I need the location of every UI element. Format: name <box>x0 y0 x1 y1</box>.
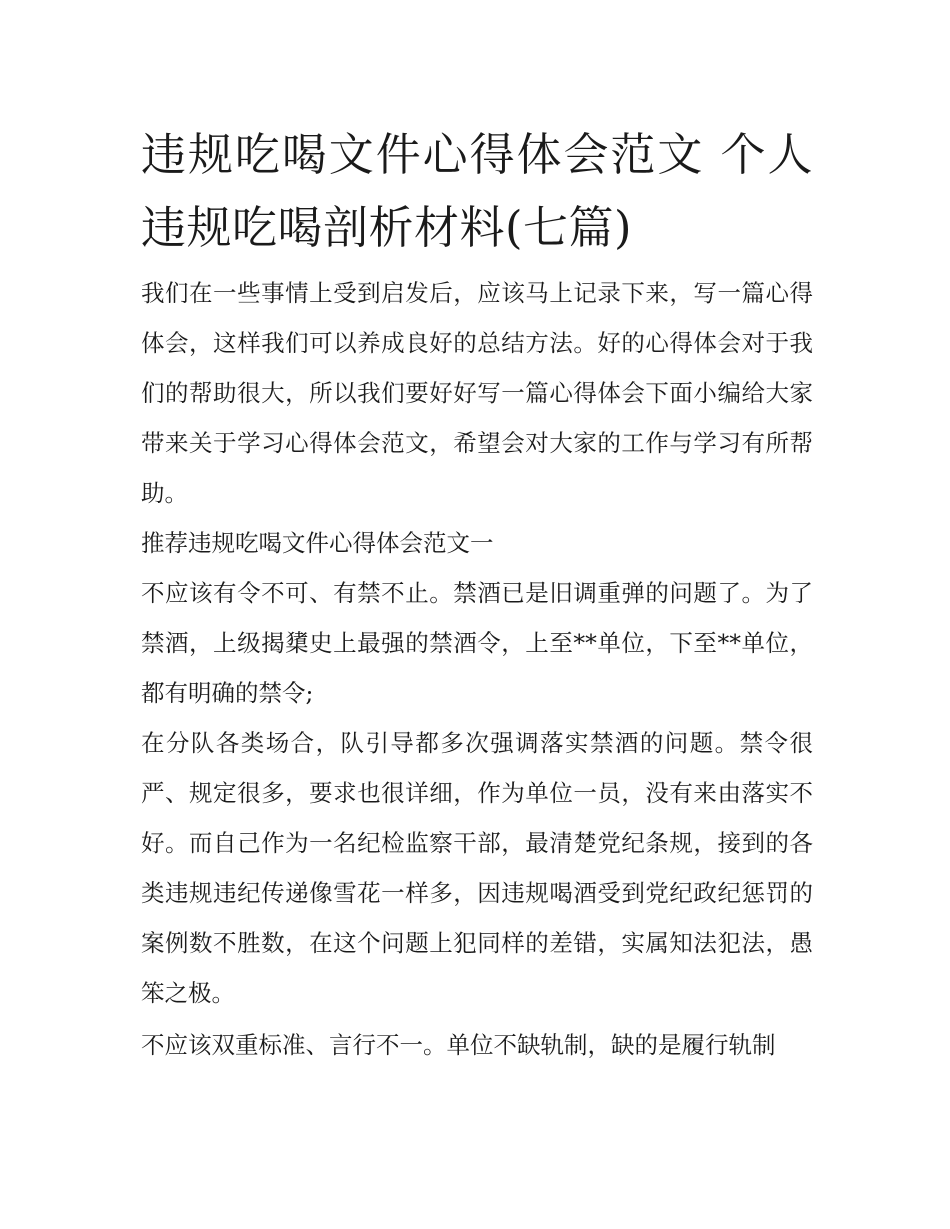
paragraph-intro: 我们在一些事情上受到启发后，应该马上记录下来，写一篇心得体会，这样我们可以养成良好的总结方法。好的心得体会对于我们的帮助很大，所以我们要好好写一篇心得体会下面小编给大家带来关于学习心得体会范文，希望会对大家的工作与学习有所帮助。 <box>141 279 813 507</box>
paragraph-1: 不应该有令不可、有禁不止。禁酒已是旧调重弹的问题了。为了禁酒，上级揭橥史上最强的禁酒令，上至**单位，下至**单位，都有明确的禁令; <box>141 579 813 707</box>
document-title: 违规吃喝文件心得体会范文 个人违规吃喝剖析材料(七篇) <box>141 128 813 254</box>
paragraph-2: 在分队各类场合，队引导都多次强调落实禁酒的问题。禁令很严、规定很多，要求也很详细，作为单位一员，没有来由落实不好。而自己作为一名纪检监察干部，最清楚党纪条规，接到的各类违规违纪传递像雪花一样多，因违规喝酒受到党纪政纪惩罚的案例数不胜数，在这个问题上犯同样的差错，实属知法犯法，愚笨之极。 <box>141 729 813 1007</box>
paragraph-3: 不应该双重标准、言行不一。单位不缺轨制，缺的是履行轨制 <box>141 1031 776 1059</box>
document-body <box>141 118 813 1070</box>
section-heading: 推荐违规吃喝文件心得体会范文一 <box>141 529 494 557</box>
